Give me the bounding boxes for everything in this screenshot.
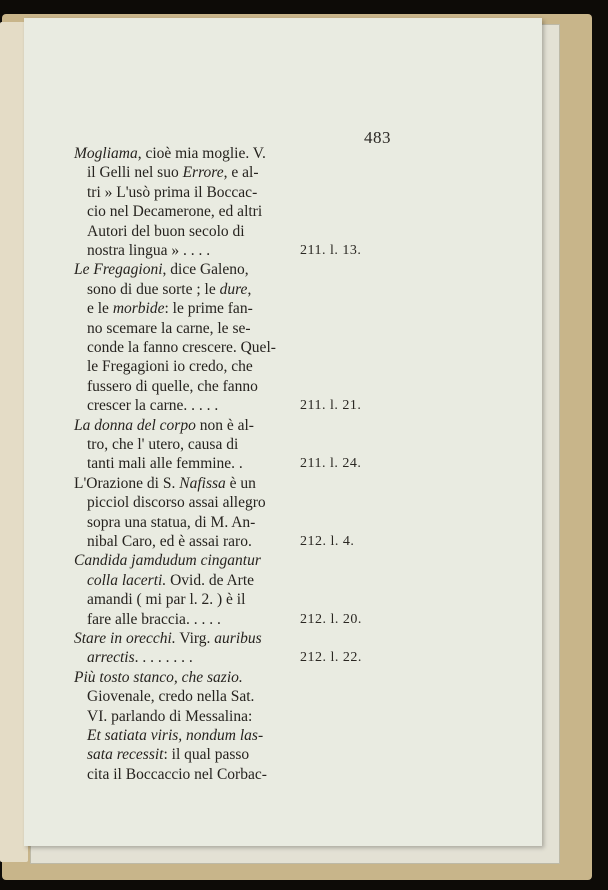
text-segment: VI. parlando di Messalina:: [87, 708, 253, 725]
text-segment: è un: [225, 475, 256, 492]
italic-text: arrectis: [87, 649, 135, 666]
italic-text: Più tosto stanco, che sazio.: [74, 669, 243, 686]
text-segment: conde la fanno crescere. Quel-: [87, 339, 276, 356]
text-line: [74, 629, 446, 649]
text-segment: tro, che l' utero, causa di: [87, 436, 239, 453]
text-segment: fussero di quelle, che fanno: [87, 378, 258, 395]
text-line: [74, 687, 459, 707]
text-segment: e le: [87, 300, 113, 317]
text-line: [74, 163, 459, 183]
italic-text: morbide: [112, 300, 165, 317]
text-line: [74, 319, 459, 339]
text-segment: Autori del buon secolo di: [87, 223, 245, 240]
text-segment: L'Orazione di S.: [74, 475, 180, 492]
italic-text: auribus: [214, 630, 262, 647]
text-segment: : il qual passo: [163, 746, 250, 763]
text-segment: tri » L'usò prima il Boccac-: [87, 184, 258, 201]
text-line: [74, 338, 459, 358]
page-reference: 212. l. 22.: [300, 650, 362, 665]
text-segment: fare alle braccia. . . . .: [87, 611, 221, 628]
text-line: [74, 222, 459, 242]
text-segment: tanti mali alle femmine. .: [87, 455, 243, 472]
text-line: [74, 707, 459, 727]
text-segment: ,: [247, 281, 252, 298]
text-segment: Giovenale, credo nella Sat.: [87, 688, 255, 705]
italic-text: La donna del corpo: [74, 417, 196, 434]
text-segment: . . . . . . . .: [134, 649, 193, 666]
text-segment: no scemare la carne, le se-: [87, 320, 251, 337]
italic-text: Et satiata viris, nondum las-: [87, 727, 264, 744]
text-segment: Virg.: [175, 630, 215, 647]
text-segment: il Gelli nel suo: [87, 164, 183, 181]
text-line: [74, 668, 446, 688]
text-line: [74, 377, 459, 397]
page-reference: 211. l. 21.: [300, 398, 362, 413]
text-line: [74, 551, 446, 571]
text-segment: , cioè mia moglie. V.: [137, 145, 266, 162]
page-reference: 211. l. 13.: [300, 243, 362, 258]
text-segment: nostra lingua » . . . .: [87, 242, 211, 259]
text-segment: : le prime fan-: [164, 300, 253, 317]
text-segment: picciol discorso assai allegro: [87, 494, 266, 511]
page-reference: 211. l. 24.: [300, 456, 362, 471]
italic-text: Stare in orecchi.: [74, 630, 176, 647]
text-line: [74, 590, 459, 610]
text-line: [74, 202, 459, 222]
text-line: [74, 571, 459, 591]
text-segment: crescer la carne. . . . .: [87, 397, 219, 414]
text-segment: non è al-: [195, 417, 254, 434]
italic-text: Errore: [182, 164, 224, 181]
text-line: [74, 280, 459, 300]
italic-text: dure: [219, 281, 248, 298]
text-line: [74, 416, 446, 436]
italic-text: Nafissa: [179, 475, 226, 492]
text-line: [74, 474, 446, 494]
text-segment: Ovid. de Arte: [166, 572, 255, 589]
page-number: 483: [364, 128, 391, 147]
text-line: [74, 183, 459, 203]
text-segment: , e al-: [223, 164, 259, 181]
italic-text: Candida jamdudum cingantur: [74, 552, 261, 569]
text-line: [74, 726, 459, 746]
glossary-entries: [24, 18, 542, 846]
text-segment: nibal Caro, ed è assai raro.: [87, 533, 252, 550]
text-line: [74, 435, 459, 455]
text-segment: le Fregagioni io credo, che: [87, 358, 253, 375]
italic-text: Le Fregagioni: [74, 261, 163, 278]
text-segment: cita il Boccaccio nel Corbac-: [87, 766, 267, 783]
text-line: [74, 357, 459, 377]
text-line: [74, 765, 459, 785]
text-line: [74, 745, 459, 765]
text-segment: , dice Galeno,: [162, 261, 249, 278]
italic-text: Mogliama: [74, 145, 138, 162]
text-line: [74, 513, 459, 533]
italic-text: sata recessit: [87, 746, 164, 763]
text-line: [74, 299, 459, 319]
book-page: [24, 18, 542, 846]
text-segment: amandi ( mi par l. 2. ) è il: [87, 591, 246, 608]
italic-text: colla lacerti.: [87, 572, 167, 589]
text-line: [74, 260, 446, 280]
text-line: [74, 144, 446, 164]
text-segment: sono di due sorte ; le: [87, 281, 220, 298]
text-segment: sopra una statua, di M. An-: [87, 514, 256, 531]
text-line: [74, 493, 459, 513]
page-reference: 212. l. 4.: [300, 534, 355, 549]
text-segment: cio nel Decamerone, ed altri: [87, 203, 263, 220]
page-reference: 212. l. 20.: [300, 612, 362, 627]
